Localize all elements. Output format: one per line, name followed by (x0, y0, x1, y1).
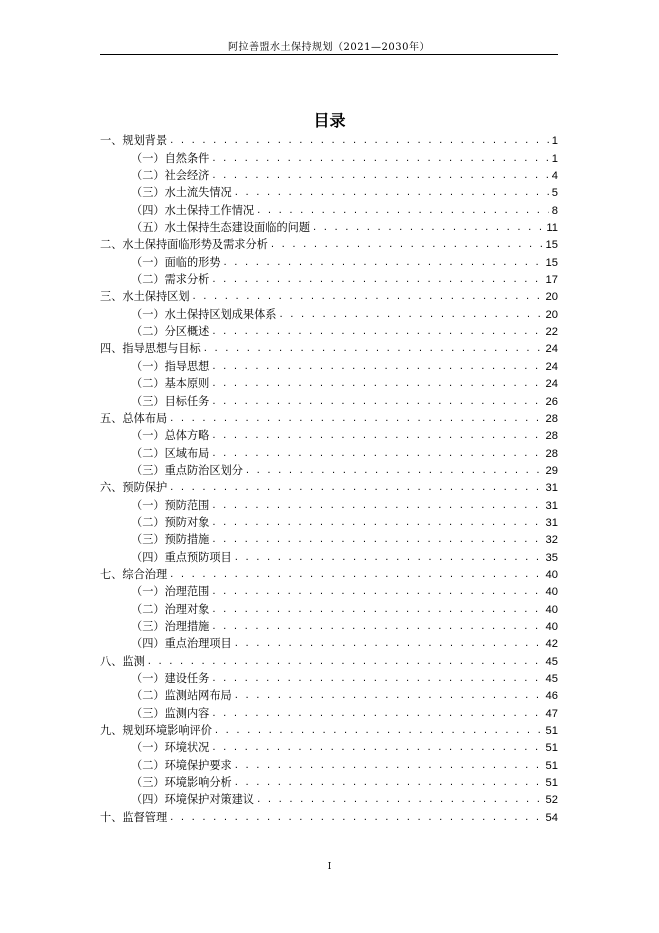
toc-entry-page: 29 (545, 464, 558, 477)
toc-section-link[interactable] (100, 617, 558, 634)
toc-entry-page: 31 (545, 482, 558, 495)
toc-chapter-link[interactable] (100, 565, 558, 582)
toc-entry-page: 42 (545, 638, 558, 651)
header-rule (100, 54, 558, 55)
toc-section-link[interactable] (100, 773, 558, 790)
toc-dot-leader (148, 655, 543, 669)
toc-dot-leader (212, 395, 542, 409)
toc-entry-title: （三）环境影响分析 (131, 776, 232, 790)
toc-entry-page: 46 (545, 690, 558, 703)
page-number: I (327, 862, 332, 872)
toc-entry-page: 8 (551, 204, 558, 217)
toc-entry-title: 八、监测 (100, 654, 145, 668)
toc-section-link[interactable] (100, 599, 558, 616)
toc-chapter-link[interactable] (100, 807, 558, 824)
toc-entry-title: （二）基本原则 (131, 377, 210, 391)
toc-entry-title: （二）治理对象 (131, 602, 210, 616)
table-of-contents (100, 131, 558, 825)
toc-entry-page: 4 (551, 170, 558, 183)
toc-dot-leader (235, 186, 549, 200)
toc-dot-leader (170, 811, 542, 825)
toc-section-link[interactable] (100, 495, 558, 512)
toc-dot-leader (212, 620, 542, 634)
toc-dot-leader (212, 533, 542, 547)
toc-entry-page: 40 (545, 586, 558, 599)
toc-dot-leader (204, 342, 543, 356)
toc-entry-title: （三）治理措施 (131, 619, 210, 633)
toc-dot-leader (212, 169, 548, 183)
toc-dot-leader (279, 308, 542, 322)
toc-entry-page: 45 (545, 673, 558, 685)
toc-dot-leader (170, 481, 542, 495)
toc-dot-leader (212, 603, 542, 617)
toc-section-link[interactable] (100, 252, 558, 269)
toc-entry-page: 32 (545, 534, 558, 547)
toc-entry-title: 四、指导思想与目标 (100, 342, 201, 356)
toc-entry-title: （一）治理范围 (131, 585, 210, 599)
toc-entry-title: （二）分区概述 (131, 325, 210, 339)
toc-dot-leader (212, 499, 542, 513)
toc-entry-title: 七、综合治理 (100, 567, 168, 581)
toc-section-link[interactable] (100, 391, 558, 408)
toc-entry-page: 54 (545, 811, 558, 824)
toc-entry-page: 52 (545, 794, 558, 807)
toc-dot-leader (235, 551, 543, 565)
toc-entry-page: 51 (545, 742, 558, 755)
toc-entry-title: 三、水土保持区划 (100, 290, 190, 304)
toc-entry-page: 35 (545, 551, 558, 564)
toc-entry-page: 26 (545, 395, 558, 408)
toc-dot-leader (235, 759, 543, 773)
toc-entry-page: 15 (545, 239, 558, 252)
toc-entry-title: （一）面临的形势 (131, 255, 221, 269)
toc-dot-leader (212, 516, 542, 530)
toc-entry-page: 1 (551, 152, 558, 165)
toc-entry-title: （一）建设任务 (131, 672, 210, 685)
toc-entry-page: 45 (545, 655, 558, 668)
toc-entry-page: 17 (545, 274, 558, 287)
toc-dot-leader (212, 707, 542, 721)
toc-entry-title: 九、规划环境影响评价 (100, 724, 212, 738)
toc-entry-title: （三）目标任务 (131, 394, 210, 408)
toc-entry-page: 24 (545, 378, 558, 391)
toc-dot-leader (212, 360, 542, 374)
toc-section-link[interactable] (100, 634, 558, 651)
toc-entry-page: 11 (546, 222, 558, 235)
toc-dot-leader (212, 152, 548, 166)
toc-dot-leader (235, 689, 543, 703)
toc-section-link[interactable] (100, 166, 558, 183)
toc-entry-title: （三）预防措施 (131, 533, 210, 547)
toc-section-link[interactable] (100, 356, 558, 373)
toc-dot-leader (212, 741, 542, 755)
toc-entry-page: 40 (545, 620, 558, 633)
toc-dot-leader (170, 412, 542, 426)
toc-entry-title: （三）重点防治区划分 (131, 463, 243, 477)
toc-section-link[interactable] (100, 738, 558, 755)
toc-dot-leader (246, 464, 543, 478)
toc-title: 目录 (313, 111, 346, 130)
toc-entry-page: 24 (545, 343, 558, 356)
toc-section-link[interactable] (100, 669, 558, 686)
toc-chapter-link[interactable] (100, 287, 558, 304)
toc-entry-page: 31 (545, 516, 558, 529)
toc-chapter-link[interactable] (100, 235, 558, 252)
toc-dot-leader (212, 672, 542, 686)
toc-dot-leader (212, 377, 542, 391)
toc-entry-title: （二）环境保护要求 (131, 758, 232, 772)
toc-entry-page: 20 (545, 291, 558, 304)
toc-entry-title: 五、总体布局 (100, 411, 168, 425)
toc-entry-title: （二）预防对象 (131, 515, 210, 529)
toc-entry-title: （三）监测内容 (131, 706, 210, 720)
toc-entry-title: 一、规划背景 (100, 134, 168, 148)
toc-entry-title: （一）自然条件 (131, 151, 210, 165)
toc-entry-page: 28 (545, 412, 558, 425)
toc-entry-page: 40 (545, 603, 558, 616)
toc-section-link[interactable] (100, 148, 558, 165)
toc-section-link[interactable] (100, 461, 558, 478)
toc-entry-page: 47 (545, 707, 558, 720)
toc-section-link[interactable] (100, 530, 558, 547)
toc-dot-leader (215, 724, 543, 738)
toc-entry-title: （一）预防范围 (131, 498, 210, 512)
toc-entry-title: （二）需求分析 (131, 273, 210, 287)
toc-entry-title: （四）水土保持工作情况 (131, 203, 255, 217)
toc-dot-leader (212, 585, 542, 599)
toc-entry-page: 51 (545, 759, 558, 772)
toc-dot-leader (212, 273, 542, 287)
toc-entry-page: 28 (545, 447, 558, 460)
toc-dot-leader (193, 290, 543, 304)
toc-section-link[interactable] (100, 374, 558, 391)
toc-entry-title: （一）环境状况 (131, 741, 210, 755)
toc-section-link[interactable] (100, 218, 558, 235)
toc-section-link[interactable] (100, 426, 558, 443)
toc-entry-title: （二）监测站网布局 (131, 689, 232, 703)
running-header: 阿拉善盟水土保持规划（2021—2030年） (228, 42, 430, 53)
toc-entry-title: （四）环境保护对策建议 (131, 793, 255, 807)
toc-chapter-link[interactable] (100, 478, 558, 495)
toc-section-link[interactable] (100, 703, 558, 720)
toc-entry-title: （三）水土流失情况 (131, 186, 232, 200)
toc-section-link[interactable] (100, 790, 558, 807)
toc-dot-leader (224, 256, 543, 270)
toc-entry-page: 31 (545, 499, 558, 512)
toc-dot-leader (170, 568, 542, 582)
toc-entry-page: 40 (545, 568, 558, 581)
toc-entry-page: 51 (545, 777, 558, 790)
toc-section-link[interactable] (100, 183, 558, 200)
toc-entry-page: 5 (551, 187, 558, 200)
toc-dot-leader (212, 429, 542, 443)
toc-entry-title: （二）社会经济 (131, 169, 210, 183)
toc-section-link[interactable] (100, 547, 558, 564)
toc-dot-leader (257, 204, 549, 218)
toc-entry-title: 二、水土保持面临形势及需求分析 (100, 238, 268, 252)
toc-dot-leader (212, 447, 542, 461)
toc-entry-title: 十、监督管理 (100, 810, 168, 824)
toc-dot-leader (170, 134, 549, 148)
toc-entry-title: （四）重点预防项目 (131, 550, 232, 564)
toc-entry-title: （一）指导思想 (131, 359, 210, 373)
toc-entry-title: （五）水土保持生态建设面临的问题 (131, 221, 311, 235)
toc-section-link[interactable] (100, 270, 558, 287)
toc-chapter-link[interactable] (100, 409, 558, 426)
toc-section-link[interactable] (100, 755, 558, 772)
toc-section-link[interactable] (100, 200, 558, 217)
toc-dot-leader (235, 776, 543, 790)
toc-section-link[interactable] (100, 322, 558, 339)
toc-section-link[interactable] (100, 513, 558, 530)
toc-entry-page: 51 (545, 725, 558, 738)
toc-entry-page: 15 (545, 256, 558, 269)
toc-chapter-link[interactable] (100, 131, 558, 148)
toc-chapter-link[interactable] (100, 651, 558, 668)
toc-section-link[interactable] (100, 686, 558, 703)
toc-entry-page: 28 (545, 430, 558, 443)
toc-dot-leader (212, 325, 542, 339)
toc-section-link[interactable] (100, 304, 558, 321)
toc-section-link[interactable] (100, 443, 558, 460)
toc-entry-title: （四）重点治理项目 (131, 637, 232, 651)
toc-chapter-link[interactable] (100, 721, 558, 738)
toc-chapter-link[interactable] (100, 339, 558, 356)
toc-entry-title: （二）区域布局 (131, 446, 210, 460)
toc-entry-title: （一）水土保持区划成果体系 (131, 307, 277, 321)
toc-dot-leader (313, 221, 543, 235)
toc-entry-page: 20 (545, 308, 558, 321)
toc-entry-page: 24 (545, 360, 558, 373)
toc-dot-leader (271, 238, 543, 252)
toc-dot-leader (235, 637, 543, 651)
toc-section-link[interactable] (100, 582, 558, 599)
toc-entry-page: 1 (551, 135, 558, 148)
toc-entry-title: 六、预防保护 (100, 481, 168, 495)
toc-entry-page: 22 (545, 326, 558, 339)
toc-dot-leader (257, 793, 542, 807)
toc-entry-title: （一）总体方略 (131, 429, 210, 443)
